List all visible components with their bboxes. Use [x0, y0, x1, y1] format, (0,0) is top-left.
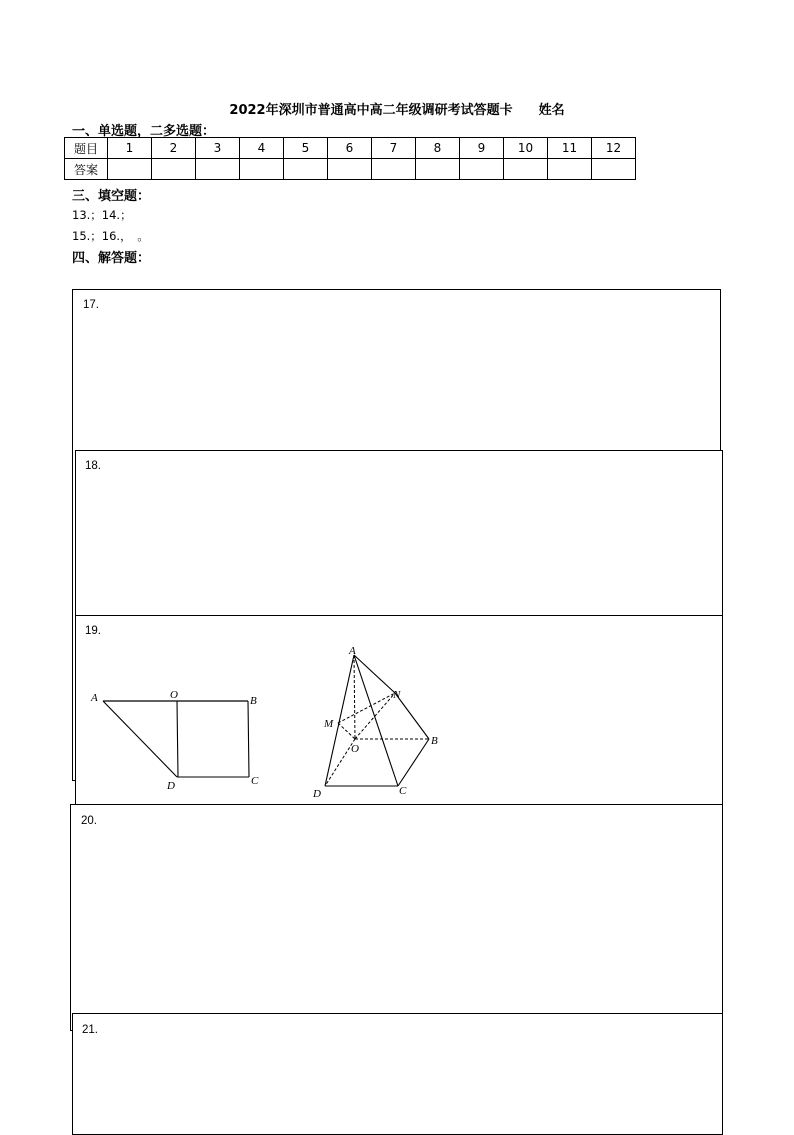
- label-b: B: [250, 695, 257, 707]
- fill-line-1: 13.；14.；: [72, 208, 132, 222]
- question-number-cell: 9: [460, 138, 504, 159]
- answer-cell[interactable]: [372, 159, 416, 180]
- answer-cell[interactable]: [240, 159, 284, 180]
- label-n: N: [393, 689, 401, 701]
- figure-plane-trapezoid: [76, 616, 276, 806]
- question-number-cell: 1: [108, 138, 152, 159]
- figure-pyramid: [301, 641, 451, 801]
- label-a: A: [349, 645, 356, 657]
- answer-box-20[interactable]: [70, 804, 723, 1031]
- answer-cell[interactable]: [152, 159, 196, 180]
- question-number-cell: 8: [416, 138, 460, 159]
- edge-cb: [398, 739, 429, 786]
- answer-box-18[interactable]: [75, 450, 723, 632]
- edge-ao-hidden: [354, 655, 355, 739]
- edge-mo-hidden: [338, 723, 355, 739]
- answer-grid-number-row: [65, 138, 636, 159]
- question-number-21: 21.: [82, 1024, 98, 1036]
- answer-cell[interactable]: [504, 159, 548, 180]
- edge-od: [177, 701, 178, 777]
- label-c: C: [251, 775, 259, 787]
- section-solve-heading: 四、解答题：: [72, 251, 151, 266]
- question-number-cell: 2: [152, 138, 196, 159]
- section-fill-heading: 三、填空题：: [72, 189, 151, 204]
- page-title: 2022年深圳市普通高中高二年级调研考试答题卡 姓名: [229, 103, 565, 118]
- edge-on-hidden: [355, 693, 395, 739]
- answer-grid: [64, 137, 636, 180]
- label-b: B: [431, 735, 438, 747]
- edge-ad: [103, 701, 177, 777]
- question-number-19: 19.: [85, 625, 101, 637]
- answer-cell[interactable]: [548, 159, 592, 180]
- question-number-cell: 7: [372, 138, 416, 159]
- label-o: O: [170, 689, 178, 701]
- answer-cell[interactable]: [328, 159, 372, 180]
- edge-mn-hidden: [338, 693, 395, 723]
- question-number-cell: 10: [504, 138, 548, 159]
- question-number-cell: 12: [592, 138, 636, 159]
- question-number-20: 20.: [81, 815, 97, 827]
- question-number-18: 18.: [85, 460, 101, 472]
- question-number-17: 17.: [83, 299, 99, 311]
- label-c: C: [399, 785, 407, 797]
- question-number-cell: 6: [328, 138, 372, 159]
- label-d: D: [167, 780, 175, 792]
- label-o: O: [351, 743, 359, 755]
- answer-cell[interactable]: [284, 159, 328, 180]
- answer-cell[interactable]: [108, 159, 152, 180]
- edge-bc: [248, 701, 249, 777]
- fill-line-2: 15.；16.， 。: [72, 229, 149, 243]
- answer-cell[interactable]: [460, 159, 504, 180]
- answer-grid-row-label: 答案: [65, 159, 108, 180]
- answer-box-19[interactable]: [75, 615, 723, 822]
- label-m: M: [324, 718, 334, 730]
- answer-cell[interactable]: [196, 159, 240, 180]
- answer-cell[interactable]: [416, 159, 460, 180]
- label-a: A: [91, 692, 98, 704]
- question-number-cell: 11: [548, 138, 592, 159]
- answer-grid-answer-row: [65, 159, 636, 180]
- section-choice-heading: 一、单选题，二多选题：: [72, 124, 216, 139]
- question-number-cell: 5: [284, 138, 328, 159]
- answer-box-21[interactable]: [72, 1013, 723, 1135]
- answer-cell[interactable]: [592, 159, 636, 180]
- question-number-cell: 3: [196, 138, 240, 159]
- label-d: D: [313, 788, 321, 800]
- answer-grid-row-label: 题目: [65, 138, 108, 159]
- question-number-cell: 4: [240, 138, 284, 159]
